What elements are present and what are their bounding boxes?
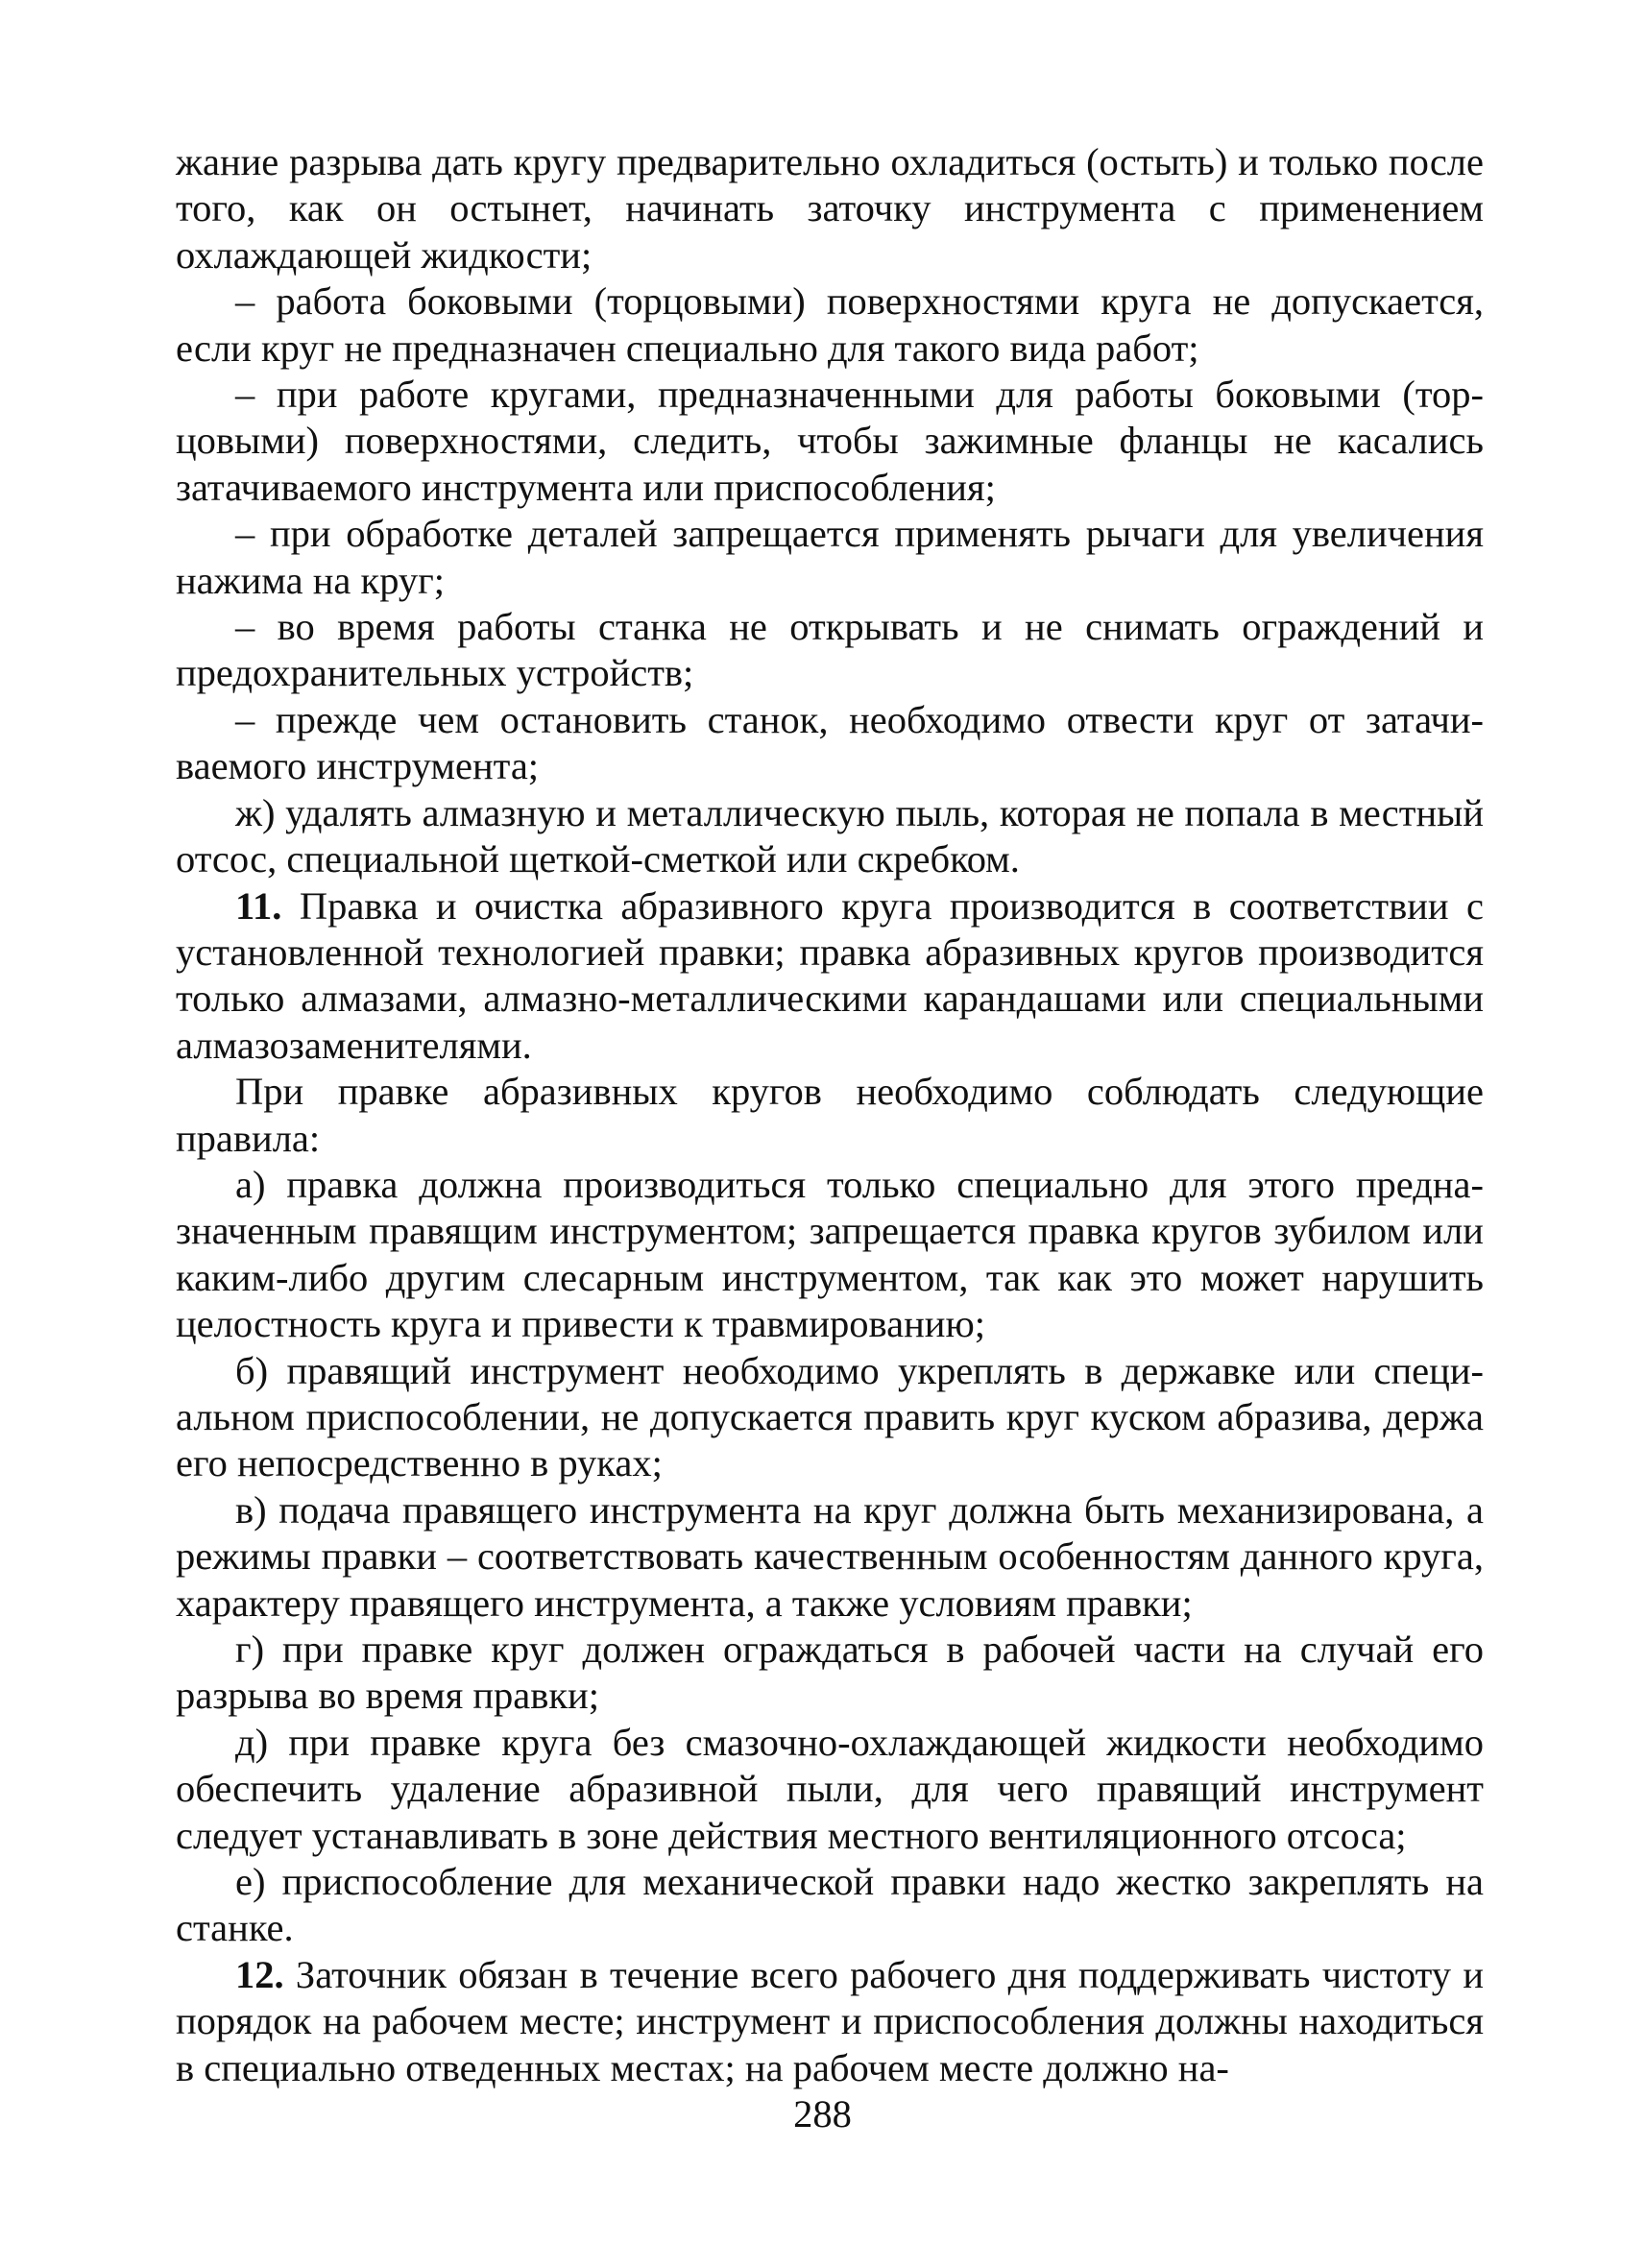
paragraph-12 (176, 1952, 1484, 2091)
list-item-d: д) при правке круга без смазочно-охлаждающей жидкости необходимо обеспечить удаление абразивной пыли, для чего правящий инструмент следует устанавливать в зоне действия местного вентиляционного отсоса; (176, 1720, 1484, 1857)
paragraph-rules-intro: При правке абразивных кругов необходимо соблюдать следующие правила: (176, 1070, 1484, 1160)
paragraph-11-number: 11. (235, 883, 282, 928)
list-item-a: а) правка должна производиться только специально для этого предназначенным правящим инструментом; запрещается правка кругов зубилом или каким-либо другим слесарным инструментом, так как это может нарушить целостность круга и привести к травмированию; (176, 1162, 1484, 1346)
list-item-dash-stop-machine: – прежде чем остановить станок, необходимо отвести круг от затачиваемого инструмента; (176, 697, 1484, 788)
list-item-g: г) при правке круг должен ограждаться в рабочей части на случай его разрыва во время правки; (176, 1628, 1484, 1718)
list-item-dash-guards: – во время работы станка не открывать и не снимать ограждений и предохранительных устройств; (176, 605, 1484, 695)
page-number: 288 (793, 2092, 852, 2135)
paragraph-12-text: Заточник обязан в течение всего рабочего дня поддерживать чистоту и порядок на рабочем месте; инструмент и приспособления должны находиться в специально отведенных местах; на рабочем месте должно на- (176, 1952, 1484, 2089)
list-item-b: б) правящий инструмент необходимо укреплять в державке или специальном приспособлении, не допускается править круг куском абразива, держа его непосредственно в руках; (176, 1348, 1484, 1485)
page-body (176, 139, 1484, 2091)
paragraph-11-text: Правка и очистка абразивного круга производится в соответствии с установленной технологией правки; правка абразивных кругов производится только алмазами, алмазно-металлическими карандашами или специальными алмазозаменителями. (176, 883, 1484, 1067)
list-item-v: в) подача правящего инструмента на круг должна быть механизирована, а режимы правки – соответствовать качественным особенностям данного круга, характеру правящего инструмента, а также условиям правки; (176, 1487, 1484, 1625)
list-item-dash-levers: – при обработке деталей запрещается применять рычаги для увеличения нажима на круг; (176, 512, 1484, 602)
list-item-zh-dust: ж) удалять алмазную и металлическую пыль, которая не попала в местный отсос, специальной щеткой-сметкой или скребком. (176, 790, 1484, 881)
list-item-dash-clamping-flanges: – при работе кругами, предназначенными для работы боковыми (торцовыми) поверхностями, следить, чтобы зажимные фланцы не касались затачиваемого инструмента или приспособления; (176, 373, 1484, 509)
paragraph-11 (176, 883, 1484, 1070)
list-item-dash-side-surfaces: – работа боковыми (торцовыми) поверхностями круга не допускается, если круг не предназначен специально для такого вида работ; (176, 279, 1484, 370)
list-item-e: е) приспособление для механической правки надо жестко закреплять на станке. (176, 1860, 1484, 1950)
paragraph-12-number: 12. (235, 1952, 284, 1996)
paragraph-continuation: жание разрыва дать кругу предварительно охладиться (остыть) и только после того, как он остынет, начинать заточку инструмента с применением охлаждающей жидкости; (176, 140, 1484, 277)
